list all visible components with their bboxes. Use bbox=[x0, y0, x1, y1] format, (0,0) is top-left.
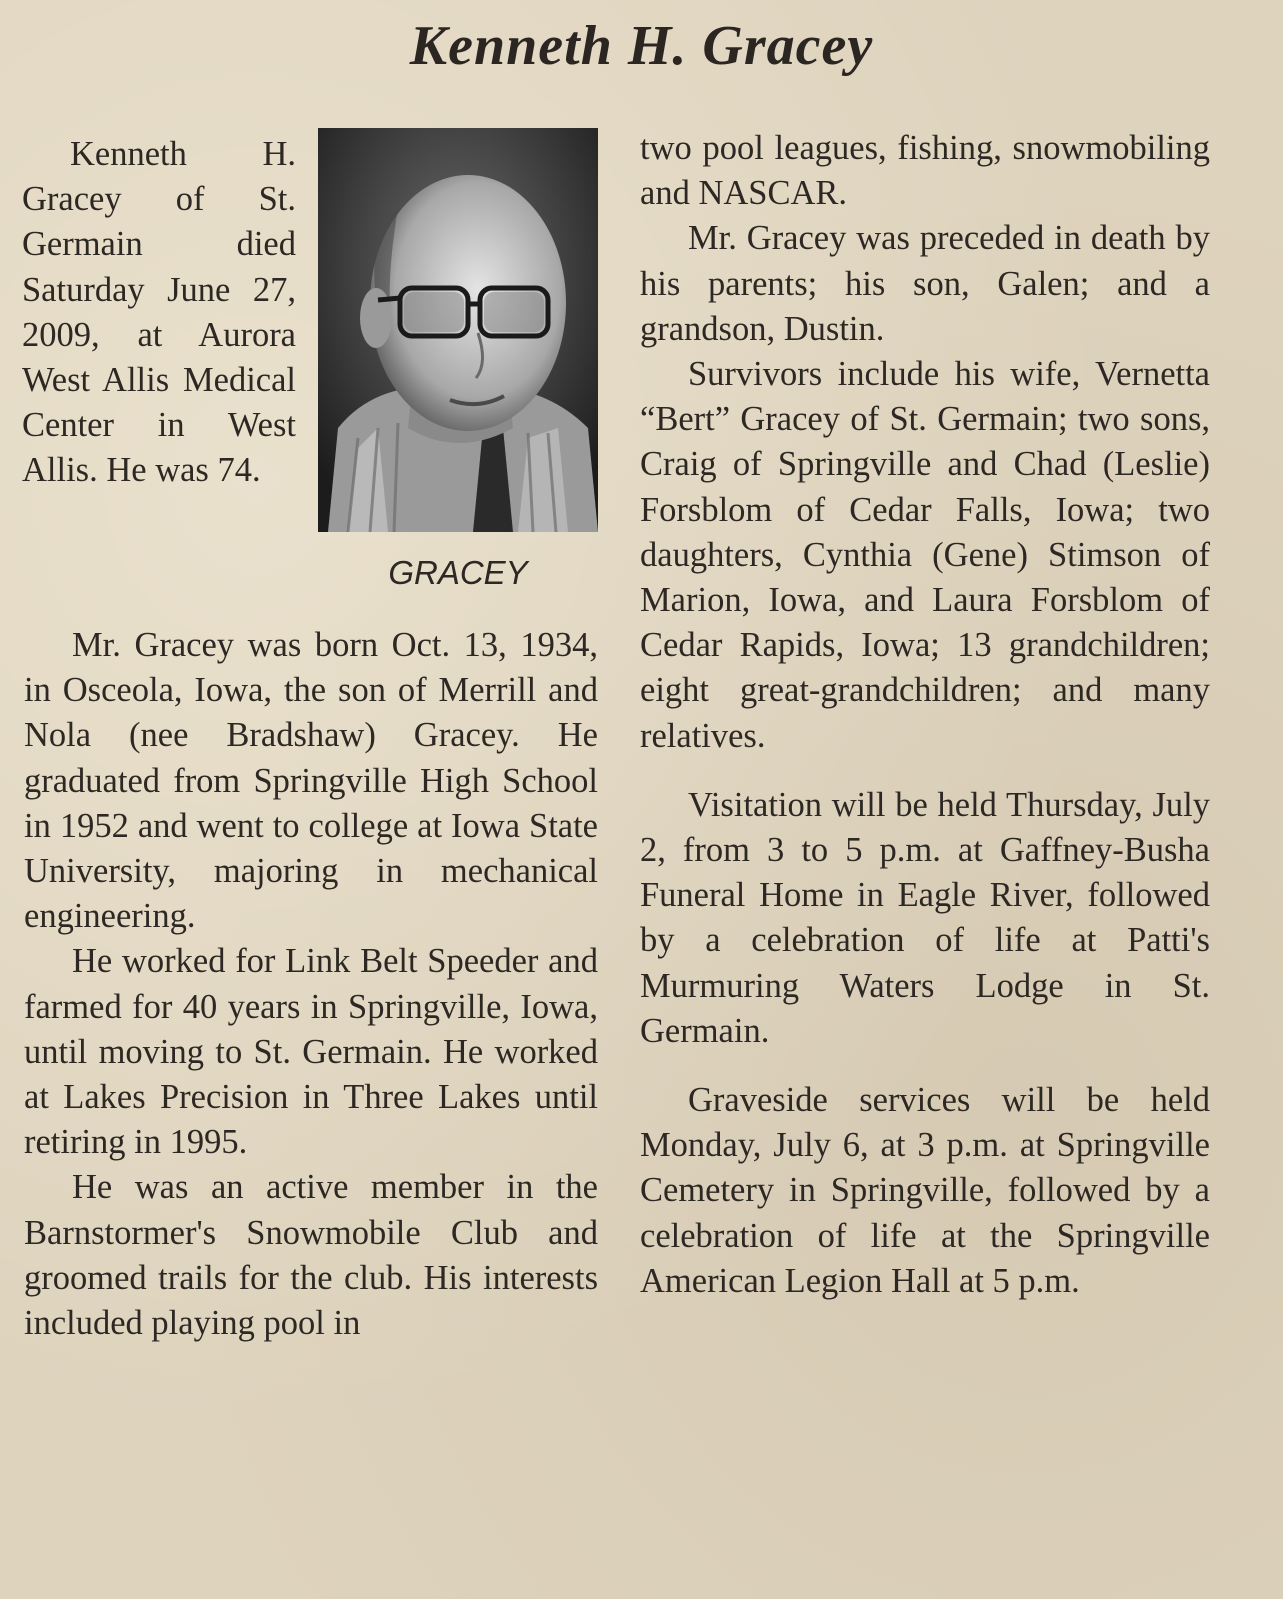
paragraph-death-notice: Kenneth H. Gracey of St. Germain died Saturday June 27, 2009, at Aurora West Allis Medical Center in West Allis. He was 74. bbox=[22, 135, 296, 490]
paragraph-graveside-services: Graveside services will be held Monday, July 6, at 3 p.m. at Springville Cemetery in Springville, followed by a celebration of life at the Springville American Legion Hall at 5 p.m. bbox=[640, 1081, 1210, 1300]
paragraph-survivors: Survivors include his wife, Vernetta “Bert” Gracey of St. Germain; two sons, Craig of Springville and Chad (Leslie) Forsblom of Cedar Falls, Iowa; two daughters, Cynthia (Gene) Stimson of Marion, Iowa, and Laura Forsblom of Cedar Rapids, Iowa; 13 grandchildren; eight great-grandchildren; and many relatives. bbox=[640, 355, 1210, 755]
paragraph-preceded-in-death: Mr. Gracey was preceded in death by his parents; his son, Galen; and a grandson, Dustin. bbox=[640, 219, 1210, 348]
paragraph-career: He worked for Link Belt Speeder and farmed for 40 years in Springville, Iowa, until moving to St. Germain. He worked at Lakes Precision in Three Lakes until retiring in 1995. bbox=[24, 942, 598, 1162]
paragraph-interests-continued: two pool leagues, fishing, snowmobiling and NASCAR. bbox=[640, 129, 1210, 213]
column-left-top bbox=[22, 132, 296, 494]
paragraph-birth-education: Mr. Gracey was born Oct. 13, 1934, in Osceola, Iowa, the son of Merrill and Nola (nee Bradshaw) Gracey. He graduated from Springville High School in 1952 and went to college at Iowa State University, majoring in mechanical engineering. bbox=[24, 626, 598, 936]
portrait-photo bbox=[318, 128, 598, 532]
obituary-title: Kenneth H. Gracey bbox=[409, 15, 874, 77]
photo-caption: GRACEY bbox=[388, 554, 528, 591]
column-left-bottom bbox=[24, 623, 598, 1346]
paragraph-interests: He was an active member in the Barnstormer's Snowmobile Club and groomed trails for the club. His interests included playing pool in bbox=[24, 1168, 598, 1343]
portrait-image bbox=[318, 128, 598, 532]
paragraph-visitation: Visitation will be held Thursday, July 2, from 3 to 5 p.m. at Gaffney-Busha Funeral Home in Eagle River, followed by a celebration of life at Patti's Murmuring Waters Lodge in St. Germain. bbox=[640, 785, 1210, 1050]
column-right bbox=[640, 126, 1210, 1304]
